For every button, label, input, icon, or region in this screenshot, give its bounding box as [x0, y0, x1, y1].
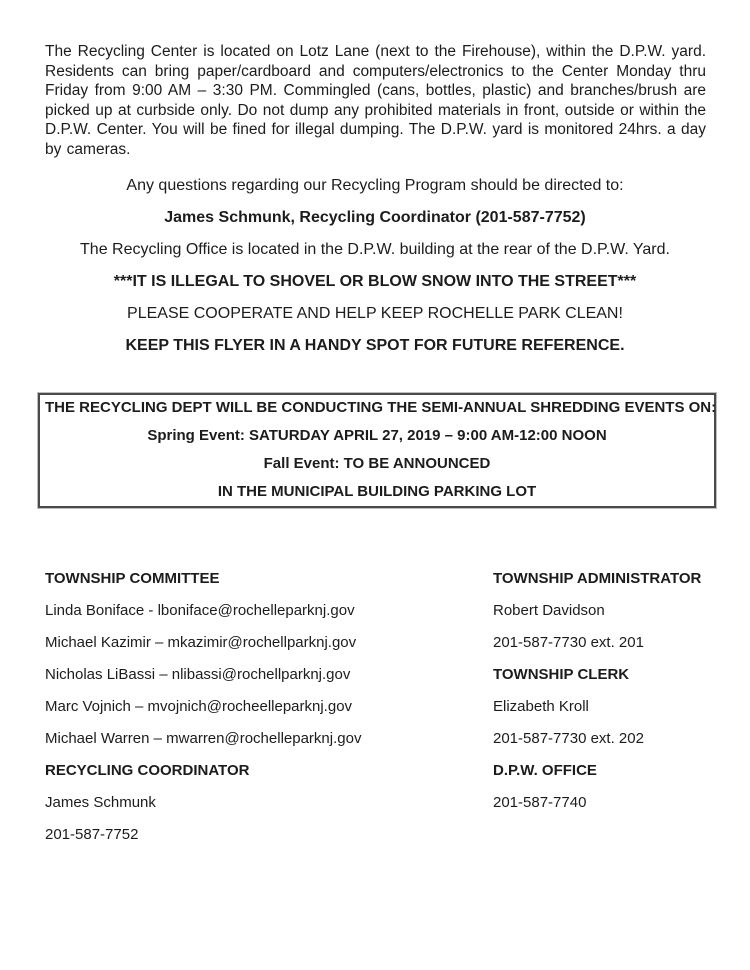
spring-event-line: Spring Event: SATURDAY APRIL 27, 2019 – 9:00 AM-12:00 NOON [147, 427, 607, 444]
questions-line: Any questions regarding our Recycling Program should be directed to: [126, 177, 624, 194]
contact-line: Robert Davidson [493, 602, 605, 619]
contact-line: Elizabeth Kroll [493, 698, 589, 715]
contact-line: Marc Vojnich – mvojnich@rocheelleparknj.gov [45, 698, 353, 715]
coordinator-contact-line: James Schmunk, Recycling Coordinator (201-587-7752) [164, 209, 586, 226]
event-location-line: IN THE MUNICIPAL BUILDING PARKING LOT [217, 483, 537, 500]
contact-line: Linda Boniface - lboniface@rochelleparknj.gov [45, 602, 355, 619]
section-heading-township-clerk: TOWNSHIP CLERK [493, 666, 630, 683]
centered-notices [0, 176, 750, 368]
contact-line: Nicholas LiBassi – nlibassi@rochellparknj.gov [45, 666, 351, 683]
shredding-events-heading: THE RECYCLING DEPT WILL BE CONDUCTING THE SEMI-ANNUAL SHREDDING EVENTS ON: [45, 399, 717, 416]
contact-line: Michael Warren – mwarren@rochelleparknj.gov [45, 730, 362, 747]
contacts-section [45, 569, 720, 857]
section-heading-township-administrator: TOWNSHIP ADMINISTRATOR [493, 570, 702, 587]
contact-line: 201-587-7740 [493, 794, 587, 811]
cooperate-line: PLEASE COOPERATE AND HELP KEEP ROCHELLE PARK CLEAN! [127, 305, 623, 322]
shredding-events-box [38, 393, 716, 508]
contact-line: 201-587-7752 [45, 826, 139, 843]
office-location-line: The Recycling Office is located in the D.P.W. building at the rear of the D.P.W. Yard. [80, 241, 670, 258]
contact-line: James Schmunk [45, 794, 156, 811]
contact-line: 201-587-7730 ext. 201 [493, 634, 644, 651]
contacts-left-column [45, 569, 493, 857]
keep-flyer-line: KEEP THIS FLYER IN A HANDY SPOT FOR FUTURE REFERENCE. [125, 337, 625, 354]
section-heading-recycling-coordinator: RECYCLING COORDINATOR [45, 762, 250, 779]
section-heading-dpw-office: D.P.W. OFFICE [493, 762, 597, 779]
contacts-right-column [493, 569, 720, 857]
intro-paragraph: The Recycling Center is located on Lotz Lane (next to the Firehouse), within the D.P.W. yard. Residents can bring paper/cardboard and computers/electronics to the Center Monday thru Friday from 9:00 AM – 3:30 PM. Commingled (cans, bottles, plastic) and branches/brush are picked up at curbside only. Do not dump any prohibited materials in front, outside or within the D.P.W. Center. You will be fined for illegal dumping. The D.P.W. yard is monitored 24hrs. a day by cameras. [45, 43, 706, 158]
contact-line: Michael Kazimir – mkazimir@rochellparknj.gov [45, 634, 357, 651]
fall-event-line: Fall Event: TO BE ANNOUNCED [263, 455, 491, 472]
section-heading-township-committee: TOWNSHIP COMMITTEE [45, 570, 220, 587]
contact-line: 201-587-7730 ext. 202 [493, 730, 644, 747]
snow-warning-line: ***IT IS ILLEGAL TO SHOVEL OR BLOW SNOW INTO THE STREET*** [113, 273, 637, 290]
